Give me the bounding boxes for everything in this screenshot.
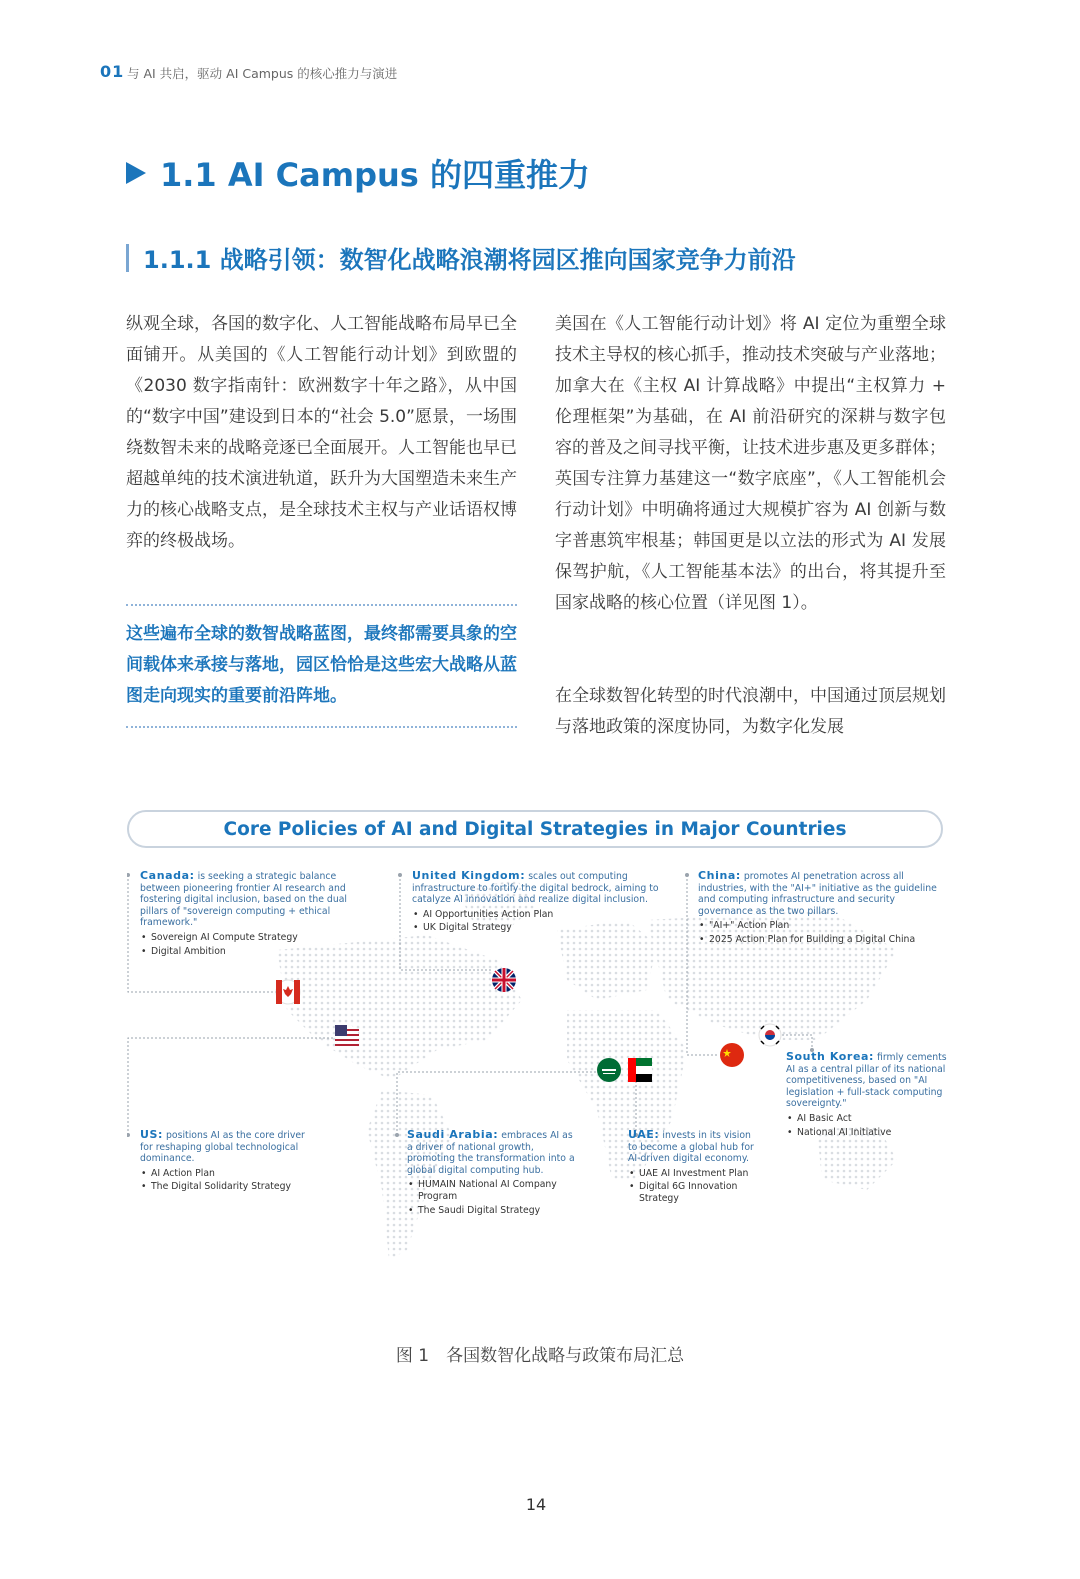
policy-item: • "AI+" Action Plan <box>709 920 948 932</box>
country-south-korea <box>786 1051 947 1140</box>
us-connector <box>128 1038 337 1135</box>
country-uk <box>412 870 662 936</box>
callout-top-divider <box>126 604 517 606</box>
country-name: Canada: <box>140 869 195 882</box>
triangle-icon <box>126 162 146 184</box>
flag-korea <box>759 1024 781 1046</box>
country-saudi-arabia <box>407 1129 577 1218</box>
country-desc: invests in its vision to become a global hub for AI-driven digital economy. <box>628 1130 754 1165</box>
subsection-title: 1.1.1 战略引领：数智化战略浪潮将园区推向国家竞争力前沿 <box>143 246 796 274</box>
flag-canada <box>276 980 300 1004</box>
policy-item: • 2025 Action Plan for Building a Digital China <box>709 934 948 946</box>
policy-list <box>786 1113 947 1138</box>
country-desc: embraces AI as a driver of national growth, promoting the transformation into a global digital computing hub. <box>407 1130 575 1176</box>
country-name: China: <box>698 869 741 882</box>
policy-list <box>628 1168 758 1205</box>
running-header: 与 AI 共启，驱动 AI Campus 的核心推力与演进 <box>127 66 398 81</box>
flag-saudi <box>597 1058 621 1082</box>
policy-item: • AI Opportunities Action Plan <box>423 909 662 921</box>
policy-item: • National AI Initiative <box>797 1127 947 1139</box>
policy-item: • HUMAIN National AI Company Program <box>418 1179 577 1202</box>
country-desc: promotes AI penetration across all industries, with the "AI+" initiative as the guideline and computing infrastructure and security governance as the two pillars. <box>698 871 937 917</box>
policy-item: • Digital Ambition <box>151 946 362 958</box>
policy-list <box>140 932 362 957</box>
page-number: 14 <box>525 1495 547 1514</box>
flag-uae <box>628 1058 652 1082</box>
country-name: US: <box>140 1128 164 1141</box>
section-title: 1.1 AI Campus 的四重推力 <box>160 156 590 194</box>
callout-bottom-divider <box>126 726 517 728</box>
country-uae <box>628 1129 758 1207</box>
right-paragraph-1: 美国在《人工智能行动计划》将 AI 定位为重塑全球技术主导权的核心抓手，推动技术突破与产业落地；加拿大在《主权 AI 计算战略》中提出“主权算力 + 伦理框架”为基础，在 AI 前沿研究的深耕与数字包容的普及之间寻找平衡，让技术进步惠及更多群体；英国专注算力基建这一“数字底座”，《人工智能机会行动计划》中明确将通过大规模扩容为 AI 创新与数字普惠筑牢根基；韩国更是以立法的形式为 AI 发展保驾护航，《人工智能基本法》的出台，将其提升至国家战略的核心位置（详见图 1）。 <box>555 314 946 613</box>
policy-list <box>412 909 662 934</box>
chapter-number: 01 <box>100 62 125 81</box>
heading-bar <box>126 244 129 272</box>
flag-uk <box>492 968 516 992</box>
country-name: UAE: <box>628 1128 660 1141</box>
policy-item: • Sovereign AI Compute Strategy <box>151 932 362 944</box>
policy-item: • AI Basic Act <box>797 1113 947 1125</box>
policy-item: • The Digital Solidarity Strategy <box>151 1181 310 1193</box>
country-name: South Korea: <box>786 1050 875 1063</box>
flag-china <box>720 1043 744 1067</box>
country-name: Saudi Arabia: <box>407 1128 499 1141</box>
country-desc: positions AI as the core driver for reshaping global technological dominance. <box>140 1130 305 1165</box>
policy-item: • UK Digital Strategy <box>423 922 662 934</box>
policy-item: • AI Action Plan <box>151 1168 310 1180</box>
callout-text: 这些遍布全球的数智战略蓝图，最终都需要具象的空间载体来承接与落地，园区恰恰是这些宏大战略从蓝图走向现实的重要前沿阵地。 <box>126 624 517 706</box>
policy-list <box>140 1168 310 1193</box>
figure-title: Core Policies of AI and Digital Strategies in Major Countries <box>127 810 943 848</box>
policy-item: • The Saudi Digital Strategy <box>418 1205 577 1217</box>
section-heading <box>126 150 590 196</box>
right-paragraph-2: 在全球数智化转型的时代浪潮中，中国通过顶层规划与落地政策的深度协同，为数字化发展 <box>555 686 946 737</box>
country-name: United Kingdom: <box>412 869 526 882</box>
country-desc: scales out computing infrastructure to fortify the digital bedrock, aiming to catalyze AI innovation and realize digital inclusion. <box>412 871 659 906</box>
country-desc: firmly cements AI as a central pillar of its national competitiveness, based on "AI legislation + full-stack computing sovereignty." <box>786 1052 947 1110</box>
policy-list <box>407 1179 577 1216</box>
flag-us <box>335 1025 359 1049</box>
country-canada <box>140 870 362 959</box>
country-us <box>140 1129 310 1195</box>
policy-item: • UAE AI Investment Plan <box>639 1168 758 1180</box>
subsection-heading <box>126 240 796 275</box>
policy-item: • Digital 6G Innovation Strategy <box>639 1181 758 1204</box>
country-desc: is seeking a strategic balance between pioneering frontier AI research and fostering digital inclusion, based on the dual pillars of "sovereign computing + ethical framework." <box>140 871 347 929</box>
policy-list <box>698 920 948 945</box>
country-china <box>698 870 948 948</box>
left-paragraph: 纵观全球，各国的数字化、人工智能战略布局早已全面铺开。从美国的《人工智能行动计划》到欧盟的《2030 数字指南针：欧洲数字十年之路》，从中国的“数字中国”建设到日本的“社会 5.0”愿景，一场围绕数智未来的战略竞逐已全面展开。人工智能也早已超越单纯的技术演进轨道，跃升为大国塑造未来生产力的核心战略支点，是全球技术主权与产业话语权博弈的终极战场。 <box>126 314 517 551</box>
figure-caption: 图 1 各国数智化战略与政策布局汇总 <box>395 1346 685 1366</box>
